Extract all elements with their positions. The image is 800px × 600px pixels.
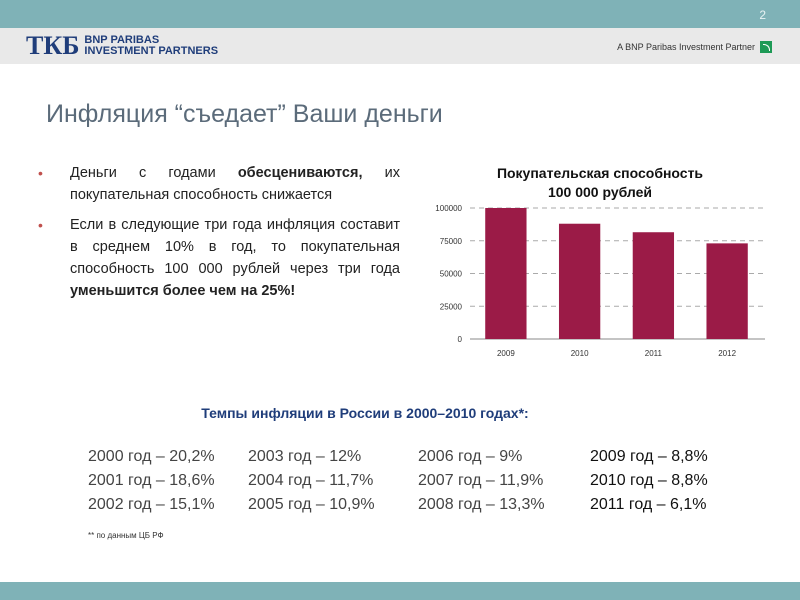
rate-cell: 2003 год – 12% [248,448,362,465]
rates-title: Темпы инфляции в России в 2000–2010 годах*: [201,405,529,421]
partner-label [617,41,772,53]
rate-cell: 2000 год – 20,2% [88,448,215,465]
y-tick-label: 0 [457,335,462,344]
logo-mark: ТКБ [26,31,80,60]
rate-cell: 2011 год – 6,1% [590,496,707,513]
rate-cell: 2004 год – 11,7% [248,472,374,489]
x-tick-label: 2011 [644,349,662,358]
rate-cell: 2008 год – 13,3% [418,496,545,513]
chart-title-line-2: 100 000 рублей [547,184,653,200]
logo-text [84,35,218,57]
rate-cell: 2006 год – 9% [418,448,523,465]
y-tick-label: 50000 [439,269,462,279]
y-tick-label: 25000 [439,302,462,312]
partner-text: A BNP Paribas Investment Partner [617,42,755,52]
bar [485,208,526,339]
rate-cell: 2007 год – 11,9% [418,472,544,489]
rate-cell: 2005 год – 10,9% [248,496,375,513]
logo-line-1: BNP PARIBAS [84,34,160,46]
top-accent-bar [0,0,800,28]
bnp-paribas-mark-icon [760,41,772,53]
chart-title-line-1: Покупательская способность [496,165,704,181]
bullet-text: Если в следующие три года инфляция составит в среднем 10% в год, то покупательная способность 100 000 рублей через три года [70,217,400,277]
bar [633,232,674,339]
bullet-text: их покупательная способность снижается [70,165,400,203]
y-tick-label: 100000 [435,204,462,213]
x-tick-label: 2009 [496,349,515,358]
bullet-text: Деньги с годами [70,165,238,181]
x-tick-label: 2010 [570,349,589,358]
rate-cell: 2010 год – 8,8% [590,472,708,489]
bullet-bold: уменьшится более чем на 25%! [70,283,296,299]
y-tick-label: 75000 [439,236,462,246]
purchasing-power-chart [420,158,780,370]
x-tick-label: 2012 [718,349,737,358]
page-number: 2 [759,8,766,22]
footnote: ** по данным ЦБ РФ [88,531,164,540]
bar [706,243,747,339]
rate-cell: 2001 год – 18,6% [88,472,215,489]
rate-cell: 2009 год – 8,8% [590,448,708,465]
bullet-item [38,214,400,302]
rate-cell: 2002 год – 15,1% [88,496,215,513]
bar-chart-svg [420,158,780,370]
bullet-item [38,162,400,206]
bottom-accent-bar [0,582,800,600]
slide-title: Инфляция “съедает” Ваши деньги [46,100,443,128]
inflation-rates-grid [88,446,750,516]
logo-line-2: INVESTMENT PARTNERS [84,45,219,57]
bullet-bold: обесцениваются, [237,165,363,181]
bullet-list [38,162,400,310]
bar [559,224,600,339]
company-logo [26,33,218,59]
